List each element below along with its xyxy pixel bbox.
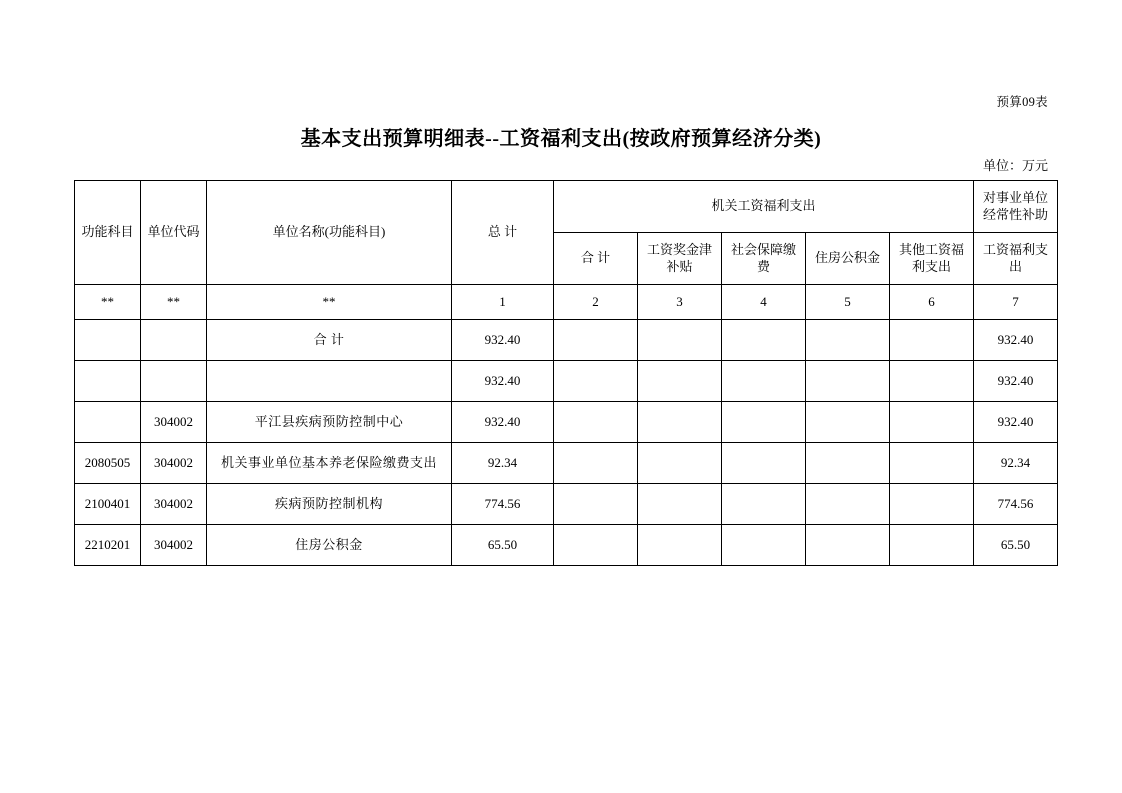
header-unit-name: 单位名称(功能科目) (207, 181, 452, 285)
column-number-cell: 4 (722, 285, 806, 320)
cell-unit-code: 304002 (141, 484, 207, 525)
cell-sub-social (722, 361, 806, 402)
cell-functional-subject (75, 320, 141, 361)
header-functional-subject: 功能科目 (75, 181, 141, 285)
cell-total: 774.56 (452, 484, 554, 525)
budget-table-container (74, 180, 1050, 566)
cell-sub-bonus (638, 443, 722, 484)
table-header (75, 181, 1058, 320)
cell-sub-housing (806, 484, 890, 525)
cell-institution-salary: 932.40 (974, 320, 1058, 361)
cell-sub-bonus (638, 484, 722, 525)
column-number-cell: 3 (638, 285, 722, 320)
column-number-cell: 6 (890, 285, 974, 320)
column-number-cell: ** (75, 285, 141, 320)
cell-sub-other (890, 402, 974, 443)
cell-functional-subject: 2080505 (75, 443, 141, 484)
cell-sub-housing (806, 443, 890, 484)
cell-sub-bonus (638, 320, 722, 361)
cell-sub-total (554, 443, 638, 484)
cell-functional-subject: 2100401 (75, 484, 141, 525)
cell-total: 65.50 (452, 525, 554, 566)
cell-sub-total (554, 402, 638, 443)
cell-sub-housing (806, 402, 890, 443)
table-body (75, 320, 1058, 566)
cell-total: 932.40 (452, 320, 554, 361)
cell-sub-social (722, 484, 806, 525)
column-number-cell: 2 (554, 285, 638, 320)
cell-unit-code (141, 361, 207, 402)
column-number-cell: ** (141, 285, 207, 320)
form-code-label: 预算09表 (996, 95, 1048, 109)
table-row (75, 402, 1058, 443)
column-number-cell: 5 (806, 285, 890, 320)
cell-sub-housing (806, 361, 890, 402)
header-sub-housing: 住房公积金 (806, 233, 890, 285)
header-group-institution: 对事业单位经常性补助 (974, 181, 1058, 233)
cell-sub-housing (806, 525, 890, 566)
cell-sub-other (890, 361, 974, 402)
header-sub-bonus: 工资奖金津补贴 (638, 233, 722, 285)
cell-sub-social (722, 443, 806, 484)
cell-institution-salary: 65.50 (974, 525, 1058, 566)
header-group-agency: 机关工资福利支出 (554, 181, 974, 233)
header-sub-other: 其他工资福利支出 (890, 233, 974, 285)
table-row (75, 525, 1058, 566)
cell-sub-other (890, 484, 974, 525)
table-row (75, 484, 1058, 525)
cell-sub-total (554, 320, 638, 361)
cell-unit-name: 住房公积金 (207, 525, 452, 566)
cell-sub-other (890, 443, 974, 484)
table-row (75, 320, 1058, 361)
table-row (75, 361, 1058, 402)
cell-institution-salary: 932.40 (974, 361, 1058, 402)
cell-sub-total (554, 361, 638, 402)
cell-unit-name: 疾病预防控制机构 (207, 484, 452, 525)
cell-sub-bonus (638, 525, 722, 566)
cell-functional-subject (75, 402, 141, 443)
cell-functional-subject (75, 361, 141, 402)
header-row-top (75, 181, 1058, 233)
cell-unit-name: 合 计 (207, 320, 452, 361)
cell-sub-bonus (638, 361, 722, 402)
cell-institution-salary: 774.56 (974, 484, 1058, 525)
cell-unit-name (207, 361, 452, 402)
column-number-row (75, 285, 1058, 320)
column-number-cell: 1 (452, 285, 554, 320)
unit-note-label: 单位：万元 (982, 158, 1048, 173)
header-unit-code: 单位代码 (141, 181, 207, 285)
cell-sub-housing (806, 320, 890, 361)
cell-sub-social (722, 525, 806, 566)
page-title: 基本支出预算明细表--工资福利支出(按政府预算经济分类) (300, 128, 822, 150)
cell-total: 932.40 (452, 361, 554, 402)
column-number-cell: ** (207, 285, 452, 320)
cell-unit-name: 平江县疾病预防控制中心 (207, 402, 452, 443)
column-number-cell: 7 (974, 285, 1058, 320)
cell-unit-code (141, 320, 207, 361)
cell-sub-social (722, 320, 806, 361)
cell-unit-code: 304002 (141, 443, 207, 484)
cell-total: 92.34 (452, 443, 554, 484)
cell-sub-bonus (638, 402, 722, 443)
header-institution-salary: 工资福利支出 (974, 233, 1058, 285)
cell-unit-name: 机关事业单位基本养老保险缴费支出 (207, 443, 452, 484)
cell-unit-code: 304002 (141, 402, 207, 443)
budget-table (74, 180, 1058, 566)
cell-sub-total (554, 484, 638, 525)
cell-sub-total (554, 525, 638, 566)
header-total: 总 计 (452, 181, 554, 285)
cell-sub-social (722, 402, 806, 443)
cell-institution-salary: 932.40 (974, 402, 1058, 443)
cell-institution-salary: 92.34 (974, 443, 1058, 484)
cell-unit-code: 304002 (141, 525, 207, 566)
header-sub-total: 合 计 (554, 233, 638, 285)
cell-functional-subject: 2210201 (75, 525, 141, 566)
cell-sub-other (890, 320, 974, 361)
cell-sub-other (890, 525, 974, 566)
table-row (75, 443, 1058, 484)
header-sub-social: 社会保障缴费 (722, 233, 806, 285)
cell-total: 932.40 (452, 402, 554, 443)
